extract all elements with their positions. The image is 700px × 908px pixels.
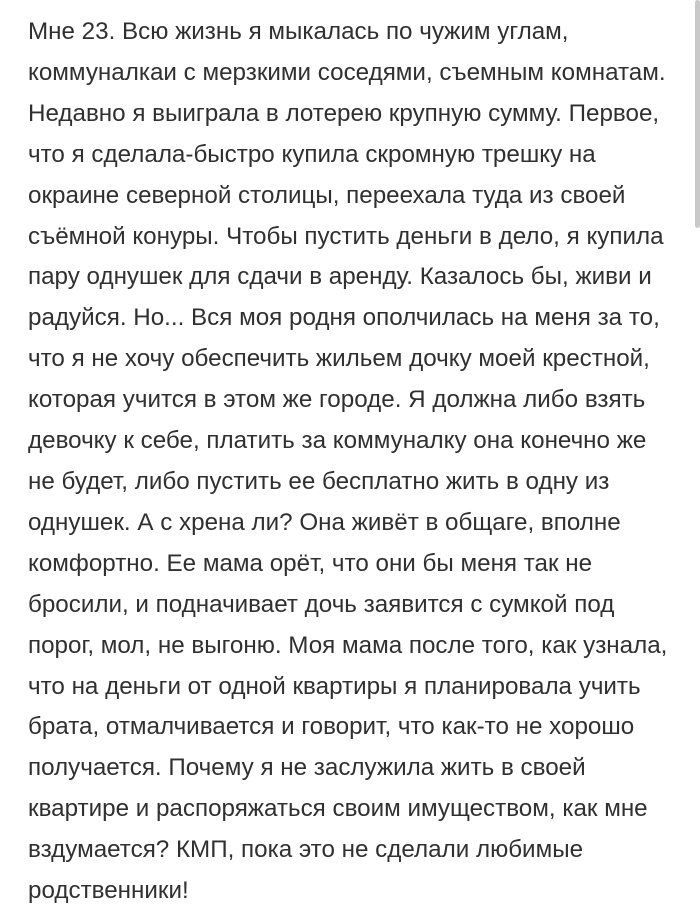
post-line: девочку к себе, платить за коммуналку она конечно же <box>28 427 647 455</box>
post-line: что я сделала-быстро купила скромную трешку на <box>28 140 596 168</box>
post-line: коммуналкаи с мерзкими соседями, съемным комнатам. <box>28 58 666 86</box>
post-body <box>28 12 688 908</box>
post-line: брата, отмалчивается и говорит, что как-то не хорошо <box>28 713 635 741</box>
post-line: однушек. А с хрена ли? Она живёт в общаге, вполне <box>28 508 621 536</box>
post-line: не будет, либо пустить ее бесплатно жить в одну из <box>28 467 610 495</box>
post-line: съёмной конуры. Чтобы пустить деньги в дело, я купила <box>28 222 664 250</box>
post-line: вздумается? КМП, пока это не сделали любимые <box>28 836 584 864</box>
post-line: окраине северной столицы, переехала туда из своей <box>28 181 626 209</box>
post-line: что на деньги от одной квартиры я планировала учить <box>28 672 641 700</box>
post-line: комфортно. Ее мама орёт, что они бы меня так не <box>28 549 593 577</box>
post-line: бросили, и подначивает дочь заявится с сумкой под <box>28 590 615 618</box>
post-line: которая учится в этом же городе. Я должна либо взять <box>28 386 646 414</box>
scrollbar-thumb[interactable] <box>695 0 700 228</box>
post-line: порог, мол, не выгоню. Моя мама после того, как узнала, <box>28 631 668 659</box>
post-line: Мне 23. Всю жизнь я мыкалась по чужим углам, <box>28 18 569 45</box>
post-line: Недавно я выиграла в лотерею крупную сумму. Первое, <box>28 99 660 127</box>
post-line: получается. Почему я не заслужила жить в своей <box>28 754 586 782</box>
post-line: радуйся. Но... Вся моя родня ополчилась на меня за то, <box>28 304 660 332</box>
post-line: квартире и распоряжаться своим имуществом, как мне <box>28 795 648 823</box>
post-line: что я не хочу обеспечить жильем дочку моей крестной, <box>28 345 650 373</box>
post-line: пару однушек для сдачи в аренду. Казалось бы, живи и <box>28 263 652 291</box>
post-line: родственники! <box>28 877 189 905</box>
